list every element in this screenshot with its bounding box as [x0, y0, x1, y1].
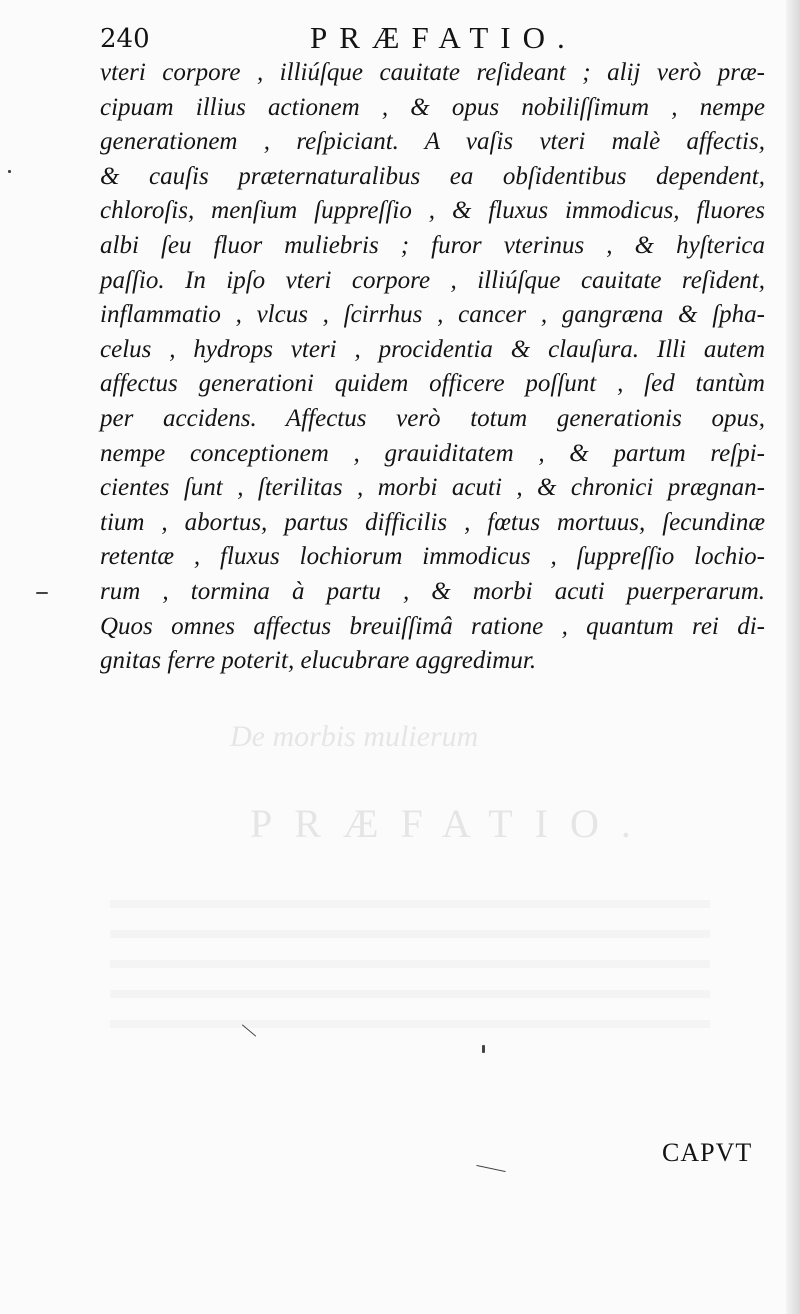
- text-line: tium , abortus, partus difficilis , fœtus mortuus, ſecundinæ: [100, 508, 765, 536]
- ink-speck: [36, 592, 48, 594]
- page-header: [100, 18, 760, 58]
- page-edge-shadow: [786, 0, 800, 1314]
- text-line: chloroſis, menſium ſuppreſſio , & fluxus immodicus, fluores: [100, 197, 765, 225]
- running-head: PRÆFATIO.: [310, 20, 577, 55]
- ink-speck: [8, 170, 11, 173]
- page-number: 240: [100, 24, 150, 54]
- text-line: nempe conceptionem , grauiditatem , & partum reſpi-: [100, 439, 765, 467]
- text-line: generationem , reſpiciant. A vaſis vteri malè affectis,: [100, 128, 765, 156]
- text-line: gnitas ferre poterit, elucubrare aggredimur.: [100, 647, 537, 675]
- ink-speck: [476, 1165, 506, 1172]
- body-text: [100, 56, 765, 679]
- text-line: retentæ , fluxus lochiorum immodicus , ſuppreſſio lochio-: [100, 543, 765, 571]
- text-line: cipuam illius actionem , & opus nobiliſſimum , nempe: [100, 93, 765, 121]
- text-line: per accidens. Affectus verò totum generationis opus,: [100, 404, 765, 432]
- text-line: & cauſis præternaturalibus ea obſidentibus dependent,: [100, 162, 765, 190]
- text-line: rum , tormina à partu , & morbi acuti puerperarum.: [100, 577, 765, 605]
- text-line: inflammatio , vlcus , ſcirrhus , cancer , gangræna & ſpha-: [100, 301, 765, 329]
- ink-speck: [482, 1045, 485, 1053]
- show-through-title: PRÆFATIO.: [250, 801, 653, 846]
- text-line: celus , hydrops vteri , procidentia & clauſura. Illi autem: [100, 335, 765, 363]
- catchword: CAPVT: [662, 1138, 753, 1167]
- show-through-text: [110, 900, 710, 1030]
- text-line: vteri corpore , illiúſque cauitate reſideant ; alij verò præ-: [100, 59, 765, 86]
- text-line: albi ſeu fluor muliebris ; furor vterinus , & hyſterica: [100, 231, 765, 259]
- show-through-heading: De morbis mulierum: [230, 720, 479, 753]
- text-line: cientes ſunt , ſterilitas , morbi acuti , & chronici prægnan-: [100, 474, 765, 502]
- text-line: paſſio. In ipſo vteri corpore , illiúſque cauitate reſident,: [100, 266, 765, 294]
- text-line: affectus generationi quidem officere poſſunt , ſed tantùm: [100, 370, 765, 398]
- text-line: Quos omnes affectus breuiſſimâ ratione , quantum rei di-: [100, 612, 765, 640]
